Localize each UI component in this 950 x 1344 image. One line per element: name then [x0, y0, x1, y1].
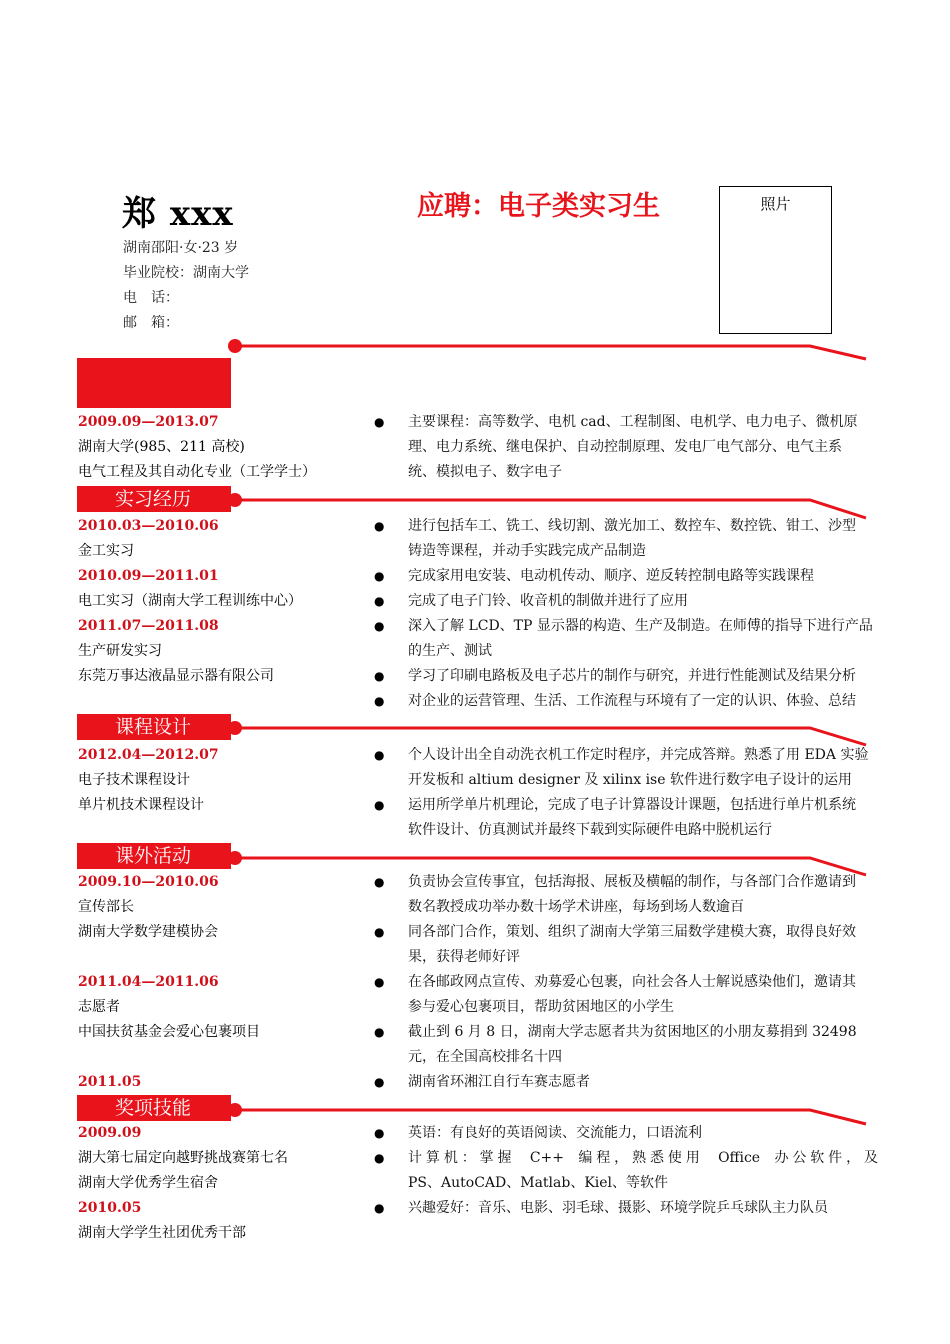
- internship-date: 2010.03—2010.06: [78, 518, 219, 534]
- bullet: ●: [374, 925, 385, 939]
- internship-desc: 完成了电子门铃、收音机的制做并进行了应用: [408, 593, 688, 609]
- activity-desc: 参与爱心包裹项目，帮助贫困地区的小学生: [408, 999, 674, 1015]
- section-title-course: 课程设计: [77, 714, 231, 740]
- activity-item: 志愿者: [78, 999, 120, 1015]
- bullet: ●: [374, 748, 385, 762]
- course-desc: 软件设计、仿真测试并最终下载到实际硬件电路中脱机运行: [408, 822, 772, 838]
- candidate-name: 郑 xxx: [122, 194, 234, 234]
- info-basic: 湖南邵阳·女·23 岁: [123, 240, 239, 256]
- bullet: ●: [374, 975, 385, 989]
- course-right: [408, 743, 878, 843]
- award-left: [78, 1121, 288, 1246]
- photo-placeholder: [719, 186, 832, 334]
- bullet: ●: [374, 798, 385, 812]
- activity-desc: 元，在全国高校排名十四: [408, 1049, 562, 1065]
- education-date: 2009.09—2013.07: [78, 414, 219, 430]
- info-email: 邮 箱：: [123, 315, 179, 331]
- internship-desc: 进行包括车工、铣工、线切割、激光加工、数控车、数控铣、钳工、沙型: [408, 518, 856, 534]
- internship-desc: 完成家用电安装、电动机传动、顺序、逆反转控制电路等实践课程: [408, 568, 814, 584]
- skill-desc: 计算机：掌握 C++ 编程，熟悉使用 Office 办公软件，及: [408, 1150, 878, 1166]
- internship-item: 电工实习（湖南大学工程训练中心）: [78, 593, 302, 609]
- activity-desc: 同各部门合作，策划、组织了湖南大学第三届数学建模大赛，取得良好效: [408, 924, 856, 940]
- info-school: 毕业院校：湖南大学: [123, 265, 249, 281]
- section-title-internship: 实习经历: [77, 486, 231, 512]
- activity-item: 宣传部长: [78, 899, 134, 915]
- bullet: ●: [374, 619, 385, 633]
- award-right: [408, 1121, 878, 1221]
- course-desc: 开发板和 altium designer 及 xilinx ise 软件进行数字电子设计的运用: [408, 772, 852, 788]
- internship-desc: 深入了解 LCD、TP 显示器的构造、生产及制造。在师傅的指导下进行产品: [408, 618, 873, 634]
- skill-desc: 兴趣爱好：音乐、电影、羽毛球、摄影、环境学院乒乓球队主力队员: [408, 1200, 828, 1216]
- education-course-line: 主要课程：高等数学、电机 cad、工程制图、电机学、电力电子、微机原: [408, 414, 858, 430]
- bullet: ●: [374, 569, 385, 583]
- education-course-line: 理、电力系统、继电保护、自动控制原理、发电厂电气部分、电气主系: [408, 439, 842, 455]
- bullet: ●: [374, 1151, 385, 1165]
- award-date: 2010.05: [78, 1200, 142, 1216]
- award-item: 湖大第七届定向越野挑战赛第七名: [78, 1150, 288, 1166]
- course-item: 单片机技术课程设计: [78, 797, 204, 813]
- education-right: [408, 410, 878, 485]
- bullet: ●: [374, 669, 385, 683]
- internship-left: [78, 514, 302, 689]
- activity-desc: 截止到 6 月 8 日，湖南大学志愿者共为贫困地区的小朋友募捐到 32498: [408, 1024, 857, 1040]
- activity-item: 湖南大学数学建模协会: [78, 924, 218, 940]
- job-target: 应聘：电子类实习生: [417, 191, 660, 222]
- course-left: [78, 743, 219, 818]
- bullet: ●: [374, 1075, 385, 1089]
- activity-desc: 负责协会宣传事宜，包括海报、展板及横幅的制作，与各部门合作邀请到: [408, 874, 856, 890]
- activity-desc: 果，获得老师好评: [408, 949, 520, 965]
- internship-desc: 对企业的运营管理、生活、工作流程与环境有了一定的认识、体验、总结: [408, 693, 856, 709]
- award-item: 湖南大学学生社团优秀干部: [78, 1225, 246, 1241]
- bullet: ●: [374, 1126, 385, 1140]
- section-title-activity: 课外活动: [77, 843, 231, 869]
- activity-left: [78, 870, 260, 1095]
- internship-right: [408, 514, 878, 714]
- activity-date: 2011.05: [78, 1074, 142, 1090]
- activity-desc: 湖南省环湘江自行车赛志愿者: [408, 1074, 590, 1090]
- course-date: 2012.04—2012.07: [78, 747, 219, 763]
- bullet: ●: [374, 694, 385, 708]
- bullet: ●: [374, 594, 385, 608]
- photo-label: 照片: [760, 195, 791, 213]
- education-course-line: 统、模拟电子、数字电子: [408, 464, 562, 480]
- award-date: 2009.09: [78, 1125, 142, 1141]
- skill-desc: 英语：有良好的英语阅读、交流能力，口语流利: [408, 1125, 702, 1141]
- activity-item: 中国扶贫基金会爱心包裹项目: [78, 1024, 260, 1040]
- internship-item: 生产研发实习: [78, 643, 162, 659]
- activity-desc: 在各邮政网点宣传、劝募爱心包裹，向社会各人士解说感染他们，邀请其: [408, 974, 856, 990]
- education-school: 湖南大学(985、211 高校): [78, 439, 245, 455]
- bullet: ●: [374, 415, 385, 429]
- bullet: ●: [374, 1201, 385, 1215]
- bullet: ●: [374, 875, 385, 889]
- education-left: [78, 410, 316, 485]
- section-title-education: [77, 358, 231, 408]
- internship-desc: 的生产、测试: [408, 643, 492, 659]
- activity-desc: 数名教授成功举办数十场学术讲座，每场到场人数逾百: [408, 899, 744, 915]
- section-title-award: 奖项技能: [77, 1095, 231, 1121]
- activity-date: 2009.10—2010.06: [78, 874, 219, 890]
- course-desc: 个人设计出全自动洗衣机工作定时程序，并完成答辩。熟悉了用 EDA 实验: [408, 747, 869, 763]
- activity-right: [408, 870, 878, 1095]
- education-major: 电气工程及其自动化专业（工学学士）: [78, 464, 316, 480]
- award-item: 湖南大学优秀学生宿舍: [78, 1175, 218, 1191]
- course-item: 电子技术课程设计: [78, 772, 190, 788]
- internship-item: 金工实习: [78, 543, 134, 559]
- internship-desc: 铸造等课程，并动手实践完成产品制造: [408, 543, 646, 559]
- bullet: ●: [374, 519, 385, 533]
- activity-date: 2011.04—2011.06: [78, 974, 219, 990]
- internship-desc: 学习了印刷电路板及电子芯片的制作与研究，并进行性能测试及结果分析: [408, 668, 856, 684]
- course-desc: 运用所学单片机理论，完成了电子计算器设计课题，包括进行单片机系统: [408, 797, 856, 813]
- internship-date: 2010.09—2011.01: [78, 568, 219, 584]
- info-phone: 电 话：: [123, 290, 179, 306]
- skill-desc: PS、AutoCAD、Matlab、Kiel、等软件: [408, 1175, 669, 1191]
- bullet: ●: [374, 1025, 385, 1039]
- internship-item: 东莞万事达液晶显示器有限公司: [78, 668, 274, 684]
- internship-date: 2011.07—2011.08: [78, 618, 219, 634]
